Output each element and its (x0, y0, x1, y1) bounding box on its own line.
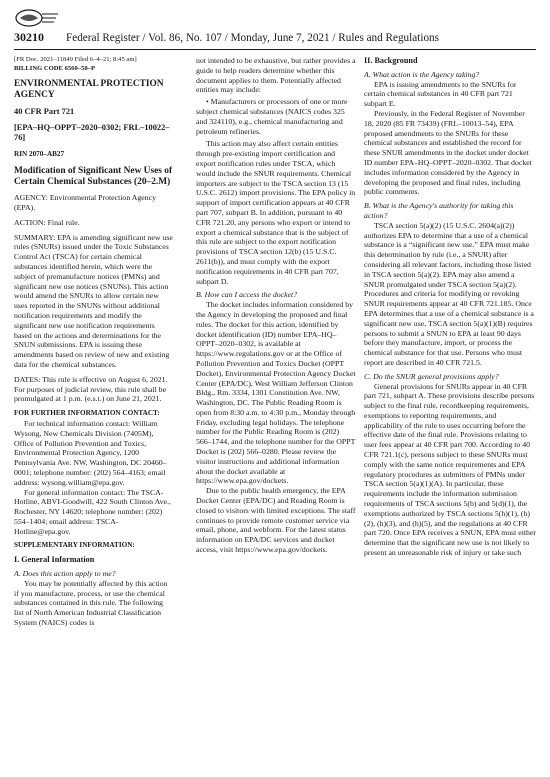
summary-paragraph: SUMMARY: EPA is amending significant new use rules (SNURs) issued under the Toxic Substances Control Act (TSCA) for certain chemical substances identified herein, which were the subject of premanufacture notices (PMNs) and significant new use notices (SNUNs). This action would amend the SNURs to allow certain new uses reported in the SNUNs without additional notification requirements and modify the significant new use notification requirements based on the actions and determinations for the SNUN submissions. EPA is issuing these amendments based on review of new and existing data for the chemical substances. (14, 232, 173, 369)
column-1 (14, 56, 174, 771)
paragraph-action-2: Previously, in the Federal Register of November 18, 2020 (85 FR 73439) (FRL–10013–54), EPA proposed amendments to the SNURs for these chemical substances and established the record for these SNUR amendments in the docket under docket ID number EPA–HQ–OPPT–2020–0302. That docket includes information considered by the Agency in developing the proposed and final rules, including public comments. (364, 108, 532, 197)
paragraph-continued: not intended to be exhaustive, but rather provides a guide to help readers determine whether this document applies to them. Potentially affected entities may include: (196, 56, 356, 95)
contact-heading: FOR FURTHER INFORMATION CONTACT: (14, 409, 160, 418)
agency-line: AGENCY: Environmental Protection Agency (EPA). (14, 193, 156, 212)
rin-number: RIN 2070–AB27 (14, 150, 65, 159)
paragraph-action-1: EPA is issuing amendments to the SNURs for certain chemical substances in 40 CFR part 721 subpart E. (364, 79, 517, 109)
docket-number: [EPA–HQ–OPPT–2020–0302; FRL–10022–76] (14, 123, 170, 143)
question-provisions: C. Do the SNUR general provisions apply? (364, 371, 499, 381)
page-header (14, 30, 536, 46)
agency-heading: ENVIRONMENTAL PROTECTION AGENCY (14, 79, 164, 101)
billing-code: BILLING CODE 6560–50–P (14, 64, 95, 72)
question-authority: B. What is the Agency's authority for taking this action? (364, 201, 514, 220)
question-apply: A. Does this action apply to me? (14, 569, 116, 579)
column-2 (196, 56, 356, 771)
contact-general: For general information contact: The TSCA-Hotline, ABVI-Goodwill, 422 South Clinton Ave., Rochester, NY 14620; telephone number: (202) 554–1404; email address: TSCA-Hotline@epa.gov. (14, 487, 171, 536)
question-action: A. What action is the Agency taking? (364, 69, 480, 79)
action-line: ACTION: Final rule. (14, 217, 80, 227)
contact-technical: For technical information contact: William Wysong, New Chemicals Division (7405M), Office of Pollution Prevention and Toxics, Environmental Protection Agency, 1200 Pennsylvania Ave. NW, Washington, DC 20460–0001; telephone number: (202) 564–4163; email address: wysong.william@epa.gov. (14, 418, 167, 487)
paragraph-authority: TSCA section 5(a)(2) (15 U.S.C. 2604(a)(2)) authorizes EPA to determine that a use of a chemical substance is a “significant new use.” EPA must make this determination by rule (i.e., a SNUR) after considering all relevant factors, including those listed in TSCA section 5(a)(2). EPA may also amend a SNUR promulgated under TSCA section 5(a)(2). Procedures and criteria for modifying or revoking SNUR requirements appear at 40 CFR 721.185. Once EPA determines that a use of a chemical substance is a significant new use, TSCA section 5(a)(1)(B) requires persons to submit a SNUN to EPA at least 90 days before they manufacture, import, or process the chemical substance for that use. Persons who must report are described in 40 CFR 721.5. (364, 220, 534, 367)
dates-paragraph: DATES: This rule is effective on August 6, 2021. For purposes of judicial review, this rule shall be promulgated at 1 p.m. (e.s.t.) on June 21, 2021. (14, 374, 168, 404)
issue-line: Federal Register / Vol. 86, No. 107 / Monday, June 7, 2021 / Rules and Regulations (66, 32, 439, 44)
list-item-manufacturers: • Manufacturers or processors of one or more subject chemical substances (NAICS codes 325 and 324110), e.g., chemical manufacturing and petroleum refineries. (196, 97, 348, 136)
cfr-part: 40 CFR Part 721 (14, 107, 75, 117)
supplementary-heading: SUPPLEMENTARY INFORMATION: (14, 541, 135, 550)
column-3 (364, 56, 536, 771)
section-heading-background: II. Background (364, 56, 418, 65)
paragraph-provisions: General provisions for SNURs appear in 40 CFR part 721, subpart A. These provisions describe persons subject to the final rule, recordkeeping requirements, exemptions to reporting requirements, and applicability of the rule to uses occurring before the effective date of the final rule. Provisions relating to user fees appear at 40 CFR part 700. According to 40 CFR 721.1(c), persons subject to these SNURs must comply with the same notice requirements and EPA regulatory procedures as submitters of PMNs under TSCA section 5(a)(1)(A). In particular, these requirements include the information submission requirements of TSCA sections 5(b) and 5(d)(1), the exemptions authorized by TSCA sections 5(h)(1), (h)(2), (h)(3), and (h)(5), and the regulations at 40 CFR part 720. Once EPA receives a SNUN, EPA must either determine that the significant new use is not likely to present an unreasonable risk of injury or take such (364, 381, 536, 558)
header-rule (14, 49, 536, 50)
fr-doc-line: [FR Doc. 2021–11849 Filed 6–4–21; 8:45 am] (14, 56, 137, 63)
section-heading-general: I. General Information (14, 555, 95, 565)
page-number: 30210 (14, 30, 44, 44)
federal-register-seal-logo (14, 8, 60, 28)
paragraph-emergency: Due to the public health emergency, the EPA Docket Center (EPA/DC) and Reading Room is closed to visitors with limited exceptions. The staff continues to provide remote customer service via email, phone, and webform. For the latest status information on EPA/DC services and docket access, visit https://www.epa.gov/dockets. (196, 486, 356, 555)
paragraph-apply: You may be potentially affected by this action if you manufacture, process, or use the chemical substances contained in this rule. The following list of North American Industrial Classification System (NAICS) codes is (14, 578, 168, 628)
paragraph-docket: The docket includes information considered by the Agency in developing the proposed and final rules. The docket for this action, identified by docket identification (ID) number EPA–HQ–OPPT–2020–0302, is available at https://www.regulations.gov or at the Office of Pollution Prevention and Toxics Docket (OPPT Docket), Environmental Protection Agency Docket Center (EPA/DC), West William Jefferson Clinton Bldg., Rm. 3334, 1301 Constitution Ave. NW, Washington, DC. The Public Reading Room is open from 8:30 a.m. to 4:30 p.m., Monday through Friday, excluding legal holidays. The telephone number for the Public Reading Room is (202) 566–1744, and the telephone number for the OPPT Docket is (202) 566–0280. Please review the visitor instructions and additional information about the docket available at https://www.epa.gov/dockets. (196, 300, 356, 486)
paragraph-import: This action may also affect certain entities through pre-existing import certification and export notification rules under TSCA, which would include the SNUR requirements. Chemical importers are subject to the TSCA section 13 (15 U.S.C. 2612) import provisions. The EPA policy in support of import certification appears at 40 CFR part 707, subpart B. In addition, pursuant to 40 CFR 721.20, any persons who export or intend to export a chemical substance that is the subject of this rule are subject to the export notification provisions of TSCA section 12(b) (15 U.S.C. 2611(b)), and must comply with the export notification requirements in 40 CFR part 707, subpart D. (196, 139, 356, 286)
document-title: Modification of Significant New Uses of Certain Chemical Substances (20–2.M) (14, 166, 173, 188)
question-docket: B. How can I access the docket? (196, 290, 298, 300)
